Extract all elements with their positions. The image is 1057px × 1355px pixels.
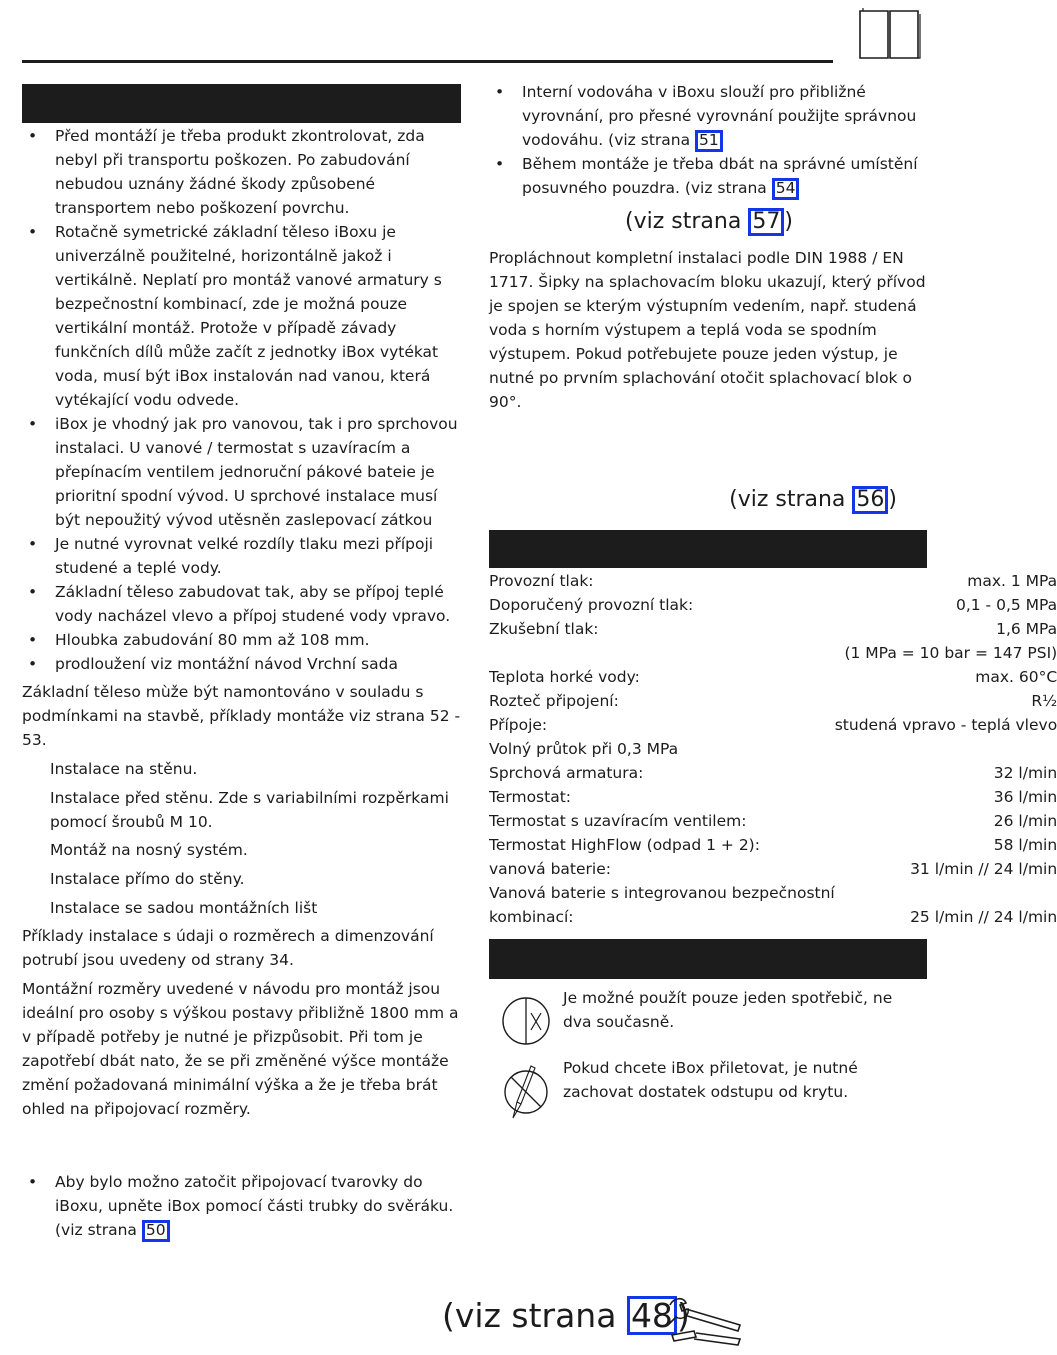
table-row: (1 MPa = 10 bar = 147 PSI): [844, 644, 1057, 662]
page-link-54[interactable]: 54: [772, 178, 800, 200]
list-item: • Hloubka zabudování 80 mm až 108 mm.: [22, 628, 462, 652]
install-option: Montáž na nosný systém.: [50, 841, 248, 859]
flush-paragraph: Propláchnout kompletní instalaci podle DIN 1988 / EN 1717. Šipky na splachovacím bloku ukazují, který přívod je spojen se kterým výstupním vedením, např. studená voda s horním výstupem a teplá voda se spodním výstupem. Pokud potřebujete pouze jeden výstup, je nutné po prvním splachování otočit splachovací blok o 90°.: [489, 249, 926, 411]
list-item: • Před montáží je třeba produkt zkontrolovat, zda nebyl při transportu poškozen. Po zabudování nebudou uznány žádné škody způsobené transportem nebo poškození povrchu.: [22, 124, 462, 220]
examples-paragraph: Příklady instalace s údaji o rozměrech a dimenzování potrubí jsou uvedeny od strany 34.: [22, 927, 434, 969]
table-row: Termostat: 36 l/min: [489, 788, 1057, 806]
table-row: Teplota horké vody: max. 60°C: [489, 668, 1057, 686]
table-row: Vanová baterie s integrovanou bezpečnostní: [489, 884, 835, 902]
list-item: • Základní těleso zabudovat tak, aby se přípoj teplé vody nacházel vlevo a přípoj studené vody vpravo.: [22, 580, 462, 628]
section-header-bar-left: [22, 84, 461, 123]
page-link-56[interactable]: 56: [852, 486, 888, 514]
right-top-bullets: [489, 80, 929, 200]
table-row: Doporučený provozní tlak: 0,1 - 0,5 MPa: [489, 596, 1057, 614]
note-text: Pokud chcete iBox přiletovat, je nutné zachovat dostatek odstupu od krytu.: [563, 1059, 858, 1101]
no-double-use-icon: [489, 986, 563, 1048]
table-row: Zkušební tlak: 1,6 MPa: [489, 620, 1057, 638]
list-item: • Interní vodováha v iBoxu slouží pro přibližné vyrovnání, pro přesné vyrovnání použijte správnou vodováhu. (viz strana 51: [489, 80, 929, 152]
note-soldering: [489, 1056, 929, 1120]
page-reference-57: (viz strana 57 ): [625, 209, 793, 234]
table-row: Volný průtok při 0,3 MPa: [489, 740, 679, 758]
technical-data-table: [489, 569, 1057, 929]
list-item: • prodloužení viz montážní návod Vrchní sada: [22, 652, 462, 676]
table-row: Přípoje: studená vpravo - teplá vlevo: [489, 716, 1057, 734]
page-link-50[interactable]: 50: [142, 1220, 170, 1242]
list-item: • Aby bylo možno zatočit připojovací tvarovky do iBoxu, upněte iBox pomocí části trubky do svěráku. (viz strana 50: [22, 1170, 462, 1242]
header-rule: [22, 60, 833, 63]
vise-note: [22, 1170, 462, 1242]
list-item: • Rotačně symetrické základní těleso iBoxu je univerzálně použitelné, horizontálně jakož i vertikálně. Neplatí pro montáž vanové armatury s bezpečnostní kombinací, zde je možná pouze vertikální montáž. Protože v případě závady funkčních dílů může začít z jednotky iBox vytékat voda, musí být iBox instalován nad vanou, která vytékající vodu odvede.: [22, 220, 462, 412]
page-link-51[interactable]: 51: [695, 130, 723, 152]
page-reference-56: (viz strana 56 ): [729, 487, 897, 512]
table-row: Sprchová armatura: 32 l/min: [489, 764, 1057, 782]
table-row: Termostat s uzavíracím ventilem: 26 l/min: [489, 812, 1057, 830]
note-single-consumer: [489, 986, 929, 1048]
install-option: Instalace se sadou montážních lišt: [50, 899, 318, 917]
page-reference-48: (viz strana 48 ): [442, 1296, 690, 1335]
book-icon: [858, 8, 922, 64]
table-row: Provozní tlak: max. 1 MPa: [489, 572, 1057, 590]
section-header-bar-notes: [489, 939, 927, 979]
table-row: kombinací: 25 l/min // 24 l/min: [489, 908, 1057, 926]
precheck-bullet-list: [22, 124, 462, 676]
list-item: • iBox je vhodný jak pro vanovou, tak i pro sprchovou instalaci. U vanové / termostat s uzavíracím a přepínacím ventilem jednoruční pákové bateie je prioritní spodní vývod. U sprchové instalace musí být nepoužitý vývod utěsněn zaslepovací zátkou: [22, 412, 462, 532]
left-column: [22, 124, 462, 1121]
install-option: Instalace na stěnu.: [50, 760, 198, 778]
install-option: Instalace před stěnu. Zde s variabilními rozpěrkami pomocí šroubů M 10.: [50, 789, 449, 831]
no-soldering-icon: [489, 1056, 563, 1120]
wrench-screwdriver-icon: [664, 1295, 746, 1353]
list-item: • Během montáže je třeba dbát na správné umístění posuvného pouzdra. (viz strana 54: [489, 152, 929, 200]
mounting-paragraph: Základní těleso mùže být namontováno v souladu s podmínkami na stavbě, příklady montáže viz strana 52 - 53.: [22, 683, 461, 749]
install-option: Instalace přímo do stěny.: [50, 870, 245, 888]
note-text: Je možné použít pouze jeden spotřebič, ne dva současně.: [563, 989, 893, 1031]
page-link-48[interactable]: 48: [627, 1296, 677, 1335]
table-row: Termostat HighFlow (odpad 1 + 2): 58 l/min: [489, 836, 1057, 854]
table-row: Rozteč připojení: R½: [489, 692, 1057, 710]
section-header-bar-specs: [489, 530, 927, 568]
table-row: vanová baterie: 31 l/min // 24 l/min: [489, 860, 1057, 878]
page-link-57[interactable]: 57: [748, 208, 784, 236]
dimensions-paragraph: Montážní rozměry uvedené v návodu pro montáž jsou ideální pro osoby s výškou postavy přibližně 1800 mm a v případě potřeby je nutné je přizpůsobit. Při tom je zapotřebí dbát nato, že se při změněné výšce montáže změní požadovaná minimální výška a že je třeba brát ohled na připojovací rozměry.: [22, 980, 459, 1118]
list-item: • Je nutné vyrovnat velké rozdíly tlaku mezi přípoji studené a teplé vody.: [22, 532, 462, 580]
